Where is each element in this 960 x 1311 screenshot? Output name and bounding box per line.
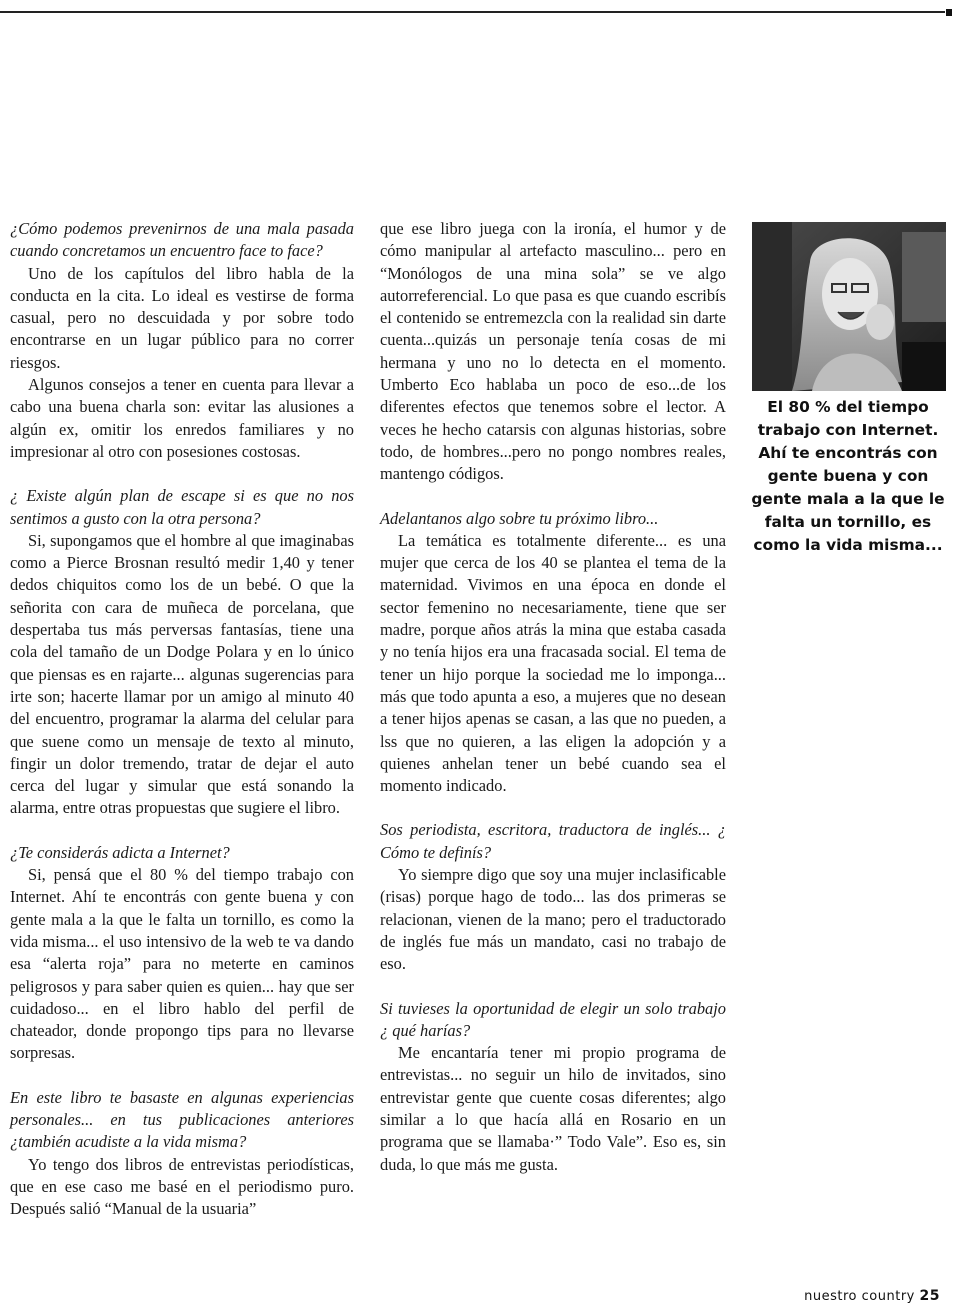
question-4: En este libro te basaste en algunas experiencias personales... en tus publicaciones anteriores ¿también acudiste a la vida misma? (10, 1087, 354, 1152)
question-3: ¿Te considerás adicta a Internet? (10, 842, 230, 862)
answer-4: Yo tengo dos libros de entrevistas periodísticas, que en ese caso me basé en el periodismo puro. Después salió “Manual de la usuaria” (10, 1154, 354, 1219)
answer-5: La temática es totalmente diferente... es una mujer que cerca de los 40 se plantea el tema de la maternidad. Vivimos en una época en donde el sector femenino no necesariamente, tiene que ser madre, porque años atrás la mina que estaba casada y no tenía hijos era una fracasada social. El tema de tener un hijo porque la sociedad me lo imponga... más que todo apunta a eso, a mujeres que no desean a tener hijos apenas se casan, a las que no pueden, a lss que no quieren, a las eligen la adopción y a quienes anhelan tener un bebé cuando sea el momento indicado. (380, 530, 726, 796)
question-7: Si tuvieses la oportunidad de elegir un solo trabajo ¿ qué harías? (380, 998, 726, 1040)
question-1: ¿Cómo podemos prevenirnos de una mala pasada cuando concretamos un encuentro face to face? (10, 219, 354, 261)
answer-1-paragraph-1: Uno de los capítulos del libro habla de la conducta en la cita. Lo ideal es vestirse de forma casual, pero no descuidada y por sobre todo encontrarse en un lugar público para no correr riesgos. (10, 263, 354, 372)
question-2: ¿ Existe algún plan de escape si es que no nos sentimos a gusto con la otra persona? (10, 486, 354, 528)
answer-6: Yo siempre digo que soy una mujer inclasificable (risas) porque hago de todo... las dos primeras se relacionan, vienen de la mano; pero el traductorado de inglés fue más un mandato, casi no trabajo de eso. (380, 865, 726, 974)
column-left (10, 218, 354, 1220)
author-photo-illustration (752, 222, 946, 391)
top-rule (0, 11, 945, 13)
answer-2: Si, supongamos que el hombre al que imaginabas como a Pierce Brosnan resultó medir 1,40 y tener dedos chiquitos como los de un bebé. O que la señorita con cara de muñeca de porcelana, que despertaba tus más perversas fantasías, tiene una cola del tamaño de un Dodge Polara y en lo único que piensas es en rajarte... algunas sugerencias para irte son; hacerte llamar por un amigo al minuto 40 del encuentro, programar la alarma del celular para que suene como un mensaje de texto al minuto, fingir un dolor tremendo, tratar de dejar el auto cerca del lugar y simular que está sonando la alarma, entre otras propuestas que sugiere el libro. (10, 530, 354, 818)
author-photo (752, 222, 946, 391)
page-number: 25 (919, 1288, 940, 1304)
page-footer (804, 1288, 940, 1304)
question-6: Sos periodista, escritora, traductora de inglés... ¿ Cómo te definís? (380, 820, 726, 862)
corner-mark (946, 9, 952, 16)
answer-1-paragraph-2: Algunos consejos a tener en cuenta para llevar a cabo una buena charla son: evitar las alusiones a algún ex, omitir los enredos familiares y no impresionar al otro con posesiones costosas. (10, 375, 354, 461)
column-right (380, 218, 726, 1176)
magazine-name: nuestro country (804, 1289, 915, 1304)
answer-7: Me encantaría tener mi propio programa de entrevistas... no seguir un hilo de invitados, sino entrevistar gente que cuente cosas diferentes; algo similar a lo que hacía allá en Rosario en un programa que se llamaba·” Todo Vale”. Eso es, sin duda, lo que más me gusta. (380, 1043, 726, 1174)
photo-caption: El 80 % del tiempo trabajo con Internet. Ahí te encontrás con gente buena y con gente mala a la que le falta un tornillo, es como la vida misma... (751, 398, 945, 554)
question-5: Adelantanos algo sobre tu próximo libro... (380, 508, 659, 528)
answer-3: Si, pensá que el 80 % del tiempo trabajo con Internet. Ahí te encontrás con gente buena y con gente mala a la que le falta un tornillo, es como la vida misma... el uso intensivo de la web te va dando esa “alerta roja” para no meterte en caminos peligrosos y para saber quien es quien... hay que ser cuidadoso... en el libro hablo del perfil de chateador, donde propongo tips para no llevarse sorpresas. (10, 865, 354, 1063)
answer-4-continued: que ese libro juega con la ironía, el humor y de cómo manipular al artefacto masculino... pero en “Monólogos de una mina sola” se ve algo autorreferencial. Lo que pasa es que cuando escribís el contenido se entremezcla con la realidad sin darte cuenta...quizás un personaje tenía cosas de mi hermana y uno no lo detecta en el momento. Umberto Eco hablaba un poco de eso...de los diferentes efectos que tenemos sobre el lector. A veces he hecho catarsis con algunas historias, sobre todo, de hombres...pero no pongo nombres reales, mantengo códigos. (380, 219, 726, 484)
